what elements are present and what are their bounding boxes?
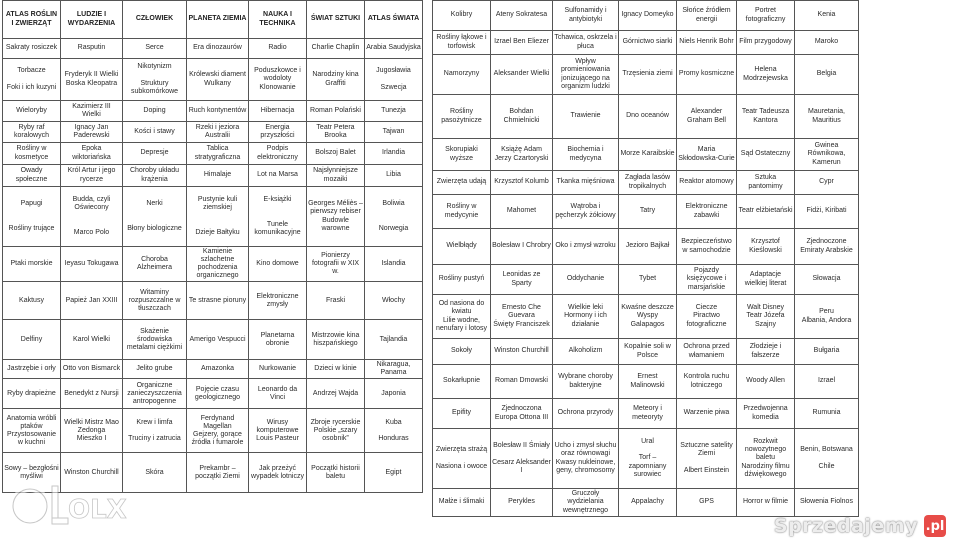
table-cell: Gruczoły wydzielania wewnętrznego <box>553 489 619 517</box>
table-cell: Jugosławia Szwecja <box>365 59 423 101</box>
table-cell: Bezpieczeństwo w samochodzie <box>677 229 737 265</box>
table-cell: Zwierzęta strażą Nasiona i owoce <box>433 429 491 489</box>
table-cell: Nikotynizm Struktury subkomórkowe <box>123 59 187 101</box>
table-cell: Ciecze Piractwo fotograficzne <box>677 295 737 339</box>
table-cell: Energia przyszłości <box>249 122 307 143</box>
table-cell: Zjednoczona Europa Ottona III <box>491 399 553 429</box>
table-row <box>3 453 423 493</box>
table-row <box>433 365 859 399</box>
table-cell: Zbroje rycerskie Polskie „szary osobnik” <box>307 409 365 453</box>
sprzedajemy-badge: .pl <box>924 515 946 537</box>
table-cell: Hibernacja <box>249 101 307 122</box>
table-row <box>3 165 423 187</box>
table-cell: Nurkowanie <box>249 360 307 379</box>
table-cell: Sokarłupnie <box>433 365 491 399</box>
table-cell: Otto von Bismarck <box>61 360 123 379</box>
table-cell: Kenia <box>795 1 859 31</box>
table-cell: Ochrona przed włamaniem <box>677 339 737 365</box>
table-cell: Sowy – bezgłośni myśliwi <box>3 453 61 493</box>
table-cell: Kwaśne deszcze Wyspy Galapagos <box>619 295 677 339</box>
table-cell: Król Artur i jego rycerze <box>61 165 123 187</box>
table-cell: Zagłada lasów tropikalnych <box>619 171 677 195</box>
table-cell: Portret fotograficzny <box>737 1 795 31</box>
table-cell: E-książki Tunele komunikacyjne <box>249 187 307 247</box>
table-cell: Papież Jan XXIII <box>61 282 123 320</box>
table-cell: Tatry <box>619 195 677 229</box>
sprzedajemy-watermark-text: Sprzedajemy <box>773 515 918 537</box>
table-cell: Karol Wielki <box>61 320 123 360</box>
table-cell: Przedwojenna komedia <box>737 399 795 429</box>
table-cell: Georges Méliès – pierwszy rebiser Budowle warowne <box>307 187 365 247</box>
table-cell: Ignacy Jan Paderewski <box>61 122 123 143</box>
table-cell: Elektroniczne zabawki <box>677 195 737 229</box>
table-cell: Krzysztof Kieślowski <box>737 229 795 265</box>
table-cell: Pojęcie czasu geologicznego <box>187 379 249 409</box>
table-cell: Trzęsienia ziemi <box>619 55 677 95</box>
table-row <box>3 247 423 282</box>
table-cell: Cypr <box>795 171 859 195</box>
table-cell: Alkoholizm <box>553 339 619 365</box>
table-cell: Irlandia <box>365 143 423 165</box>
table-cell: Doping <box>123 101 187 122</box>
table-cell: Arabia Saudyjska <box>365 39 423 59</box>
table-cell: Fryderyk II Wielki Boska Kleopatra <box>61 59 123 101</box>
table-cell: Fidżi, Kiribati <box>795 195 859 229</box>
table-cell: Tablica stratygraficzna <box>187 143 249 165</box>
table-cell: Bolesław I Chrobry <box>491 229 553 265</box>
table-cell: Anatomia wróbli ptaków Przystosowanie w kuchni <box>3 409 61 453</box>
table-cell: Lot na Marsa <box>249 165 307 187</box>
table-cell: Himalaje <box>187 165 249 187</box>
table-cell: Morze Karaibskie <box>619 139 677 171</box>
table-cell: Mahomet <box>491 195 553 229</box>
table-cell: Najsłynniejsze mozaiki <box>307 165 365 187</box>
table-row <box>433 295 859 339</box>
table-cell: Włochy <box>365 282 423 320</box>
table-cell: Amazonka <box>187 360 249 379</box>
table-cell: Te strasne pioruny <box>187 282 249 320</box>
table-cell: Promy kosmiczne <box>677 55 737 95</box>
table-cell: Kamienie szlachetne pochodzenia organicznego <box>187 247 249 282</box>
table-cell: Skorupiaki wyższe <box>433 139 491 171</box>
table-cell: Ochrona przyrody <box>553 399 619 429</box>
column-header: PLANETA ZIEMIA <box>187 1 249 39</box>
table-cell: Wybrane choroby bakteryjne <box>553 365 619 399</box>
table-cell: Budda, czyli Oświecony Marco Polo <box>61 187 123 247</box>
table-cell: Kazimierz III Wielki <box>61 101 123 122</box>
table-row <box>433 195 859 229</box>
table-row <box>433 139 859 171</box>
table-cell: Wieloryby <box>3 101 61 122</box>
table-cell: Oko i zmysł wzroku <box>553 229 619 265</box>
table-cell: Warzenie piwa <box>677 399 737 429</box>
table-cell: Depresje <box>123 143 187 165</box>
table-cell: Tkanka mięśniowa <box>553 171 619 195</box>
table-cell: Jelito grube <box>123 360 187 379</box>
table-cell: Tybet <box>619 265 677 295</box>
table-cell: Reaktor atomowy <box>677 171 737 195</box>
table-row <box>3 59 423 101</box>
table-row <box>3 282 423 320</box>
left-table-body <box>3 39 423 493</box>
table-cell: Izrael <box>795 365 859 399</box>
table-cell: Epifity <box>433 399 491 429</box>
table-cell: Ieyasu Tokugawa <box>61 247 123 282</box>
table-cell: Kino domowe <box>249 247 307 282</box>
table-cell: Krzysztof Kolumb <box>491 171 553 195</box>
table-cell: Sakraty rosiczek <box>3 39 61 59</box>
table-row <box>3 101 423 122</box>
table-cell: Trawienie <box>553 95 619 139</box>
table-cell: Teatr elżbietański <box>737 195 795 229</box>
table-cell: Ural Torf – zapomniany surowiec <box>619 429 677 489</box>
table-cell: Małże i ślimaki <box>433 489 491 517</box>
table-cell: Boliwia Norwegia <box>365 187 423 247</box>
table-cell: Pustynie kuli ziemskiej Dzieje Bałtyku <box>187 187 249 247</box>
left-header-row <box>3 1 423 39</box>
table-cell: Kontrola ruchu lotniczego <box>677 365 737 399</box>
right-table-body <box>433 1 859 517</box>
table-row <box>433 31 859 55</box>
table-row <box>3 187 423 247</box>
table-cell: Horror w filmie <box>737 489 795 517</box>
table-row <box>3 39 423 59</box>
table-cell: Królewski diament Wulkany <box>187 59 249 101</box>
table-cell: Narodziny kina Graffiti <box>307 59 365 101</box>
table-cell: Jastrzębie i orły <box>3 360 61 379</box>
table-cell: Delfiny <box>3 320 61 360</box>
table-cell: Aleksander Wielki <box>491 55 553 95</box>
table-cell: Benedykt z Nursji <box>61 379 123 409</box>
table-cell: Ryby raf koralowych <box>3 122 61 143</box>
table-cell: Choroby układu krążenia <box>123 165 187 187</box>
table-cell: Słowacja <box>795 265 859 295</box>
table-cell: Ruch kontynentów <box>187 101 249 122</box>
table-cell: Ucho i zmysł słuchu oraz równowagi Kwasy nukleinowe, geny, chromosomy <box>553 429 619 489</box>
table-cell: Rośliny pasożytnicze <box>433 95 491 139</box>
table-cell: Zjednoczone Emiraty Arabskie <box>795 229 859 265</box>
table-row <box>433 429 859 489</box>
table-cell: Rośliny w medycynie <box>433 195 491 229</box>
table-cell: Papugi Rośliny trujące <box>3 187 61 247</box>
table-row <box>433 229 859 265</box>
table-cell: Tajlandia <box>365 320 423 360</box>
table-cell: Bolesław II Śmiały Cesarz Aleksander I <box>491 429 553 489</box>
table-cell: Sztuka pantomimy <box>737 171 795 195</box>
table-cell: Pionierzy fotografii w XIX w. <box>307 247 365 282</box>
table-cell: Ateny Sokratesa <box>491 1 553 31</box>
column-header: CZŁOWIEK <box>123 1 187 39</box>
table-cell: Mistrzowie kina hiszpańskiego <box>307 320 365 360</box>
table-cell: Kaktusy <box>3 282 61 320</box>
table-cell: Ryby drapieżne <box>3 379 61 409</box>
table-cell: Perykles <box>491 489 553 517</box>
right-table <box>432 0 859 517</box>
table-cell: Rośliny w kosmetyce <box>3 143 61 165</box>
table-cell: Benin, Botswana Chile <box>795 429 859 489</box>
table-cell: Sąd Ostateczny <box>737 139 795 171</box>
table-cell: Sulfonamidy i antybiotyki <box>553 1 619 31</box>
table-cell: Alexander Graham Bell <box>677 95 737 139</box>
table-cell: Planetarna obronie <box>249 320 307 360</box>
table-cell: Biochemia i medycyna <box>553 139 619 171</box>
table-cell: Oddychanie <box>553 265 619 295</box>
column-header: ATLAS ROŚLIN I ZWIERZĄT <box>3 1 61 39</box>
table-row <box>433 55 859 95</box>
table-cell: Izrael Ben Eliezer <box>491 31 553 55</box>
table-cell: Wielki Mistrz Mao Zedonga Mieszko I <box>61 409 123 453</box>
table-row <box>433 399 859 429</box>
table-cell: Rośliny pustyń <box>433 265 491 295</box>
table-cell: Rumunia <box>795 399 859 429</box>
sprzedajemy-watermark <box>774 515 946 537</box>
table-cell: Wirusy komputerowe Louis Pasteur <box>249 409 307 453</box>
table-cell: Maria Skłodowska-Curie <box>677 139 737 171</box>
table-cell: Torbacze Foki i ich kuzyni <box>3 59 61 101</box>
table-cell: Rzeki i jeziora Australii <box>187 122 249 143</box>
table-cell: Ferdynand Magellan Gejzery, gorące źródła i fumarole <box>187 409 249 453</box>
table-cell: Walt Disney Teatr Józefa Szajny <box>737 295 795 339</box>
table-cell: Film przygodowy <box>737 31 795 55</box>
table-cell: Mauretania, Mauritius <box>795 95 859 139</box>
table-cell: Skażenie środowiska metalami ciężkimi <box>123 320 187 360</box>
table-cell: Appalachy <box>619 489 677 517</box>
table-cell: Organiczne zanieczyszczenia antropogenne <box>123 379 187 409</box>
table-cell: Rasputin <box>61 39 123 59</box>
table-cell: Rozkwit nowozytnego baletu Narodziny filmu dźwiękowego <box>737 429 795 489</box>
table-row <box>433 265 859 295</box>
table-cell: Pojazdy księżycowe i marsjańskie <box>677 265 737 295</box>
table-row <box>433 171 859 195</box>
table-cell: Podpis elektroniczny <box>249 143 307 165</box>
table-row <box>3 143 423 165</box>
table-row <box>433 489 859 517</box>
table-cell: Kolibry <box>433 1 491 31</box>
table-cell: Japonia <box>365 379 423 409</box>
table-cell: Poduszkowce i wodoloty Klonowanie <box>249 59 307 101</box>
table-cell: Jak przeżyć wypadek lotniczy <box>249 453 307 493</box>
table-cell: Krew i limfa Truciny i zatrucia <box>123 409 187 453</box>
table-cell: Roman Polański <box>307 101 365 122</box>
table-row <box>3 409 423 453</box>
table-cell: Rośliny łąkowe i torfowisk <box>433 31 491 55</box>
table-cell: Fraski <box>307 282 365 320</box>
left-table <box>2 0 423 493</box>
table-cell: Meteory i meteoryty <box>619 399 677 429</box>
table-cell: GPS <box>677 489 737 517</box>
table-row <box>3 320 423 360</box>
table-cell: Islandia <box>365 247 423 282</box>
table-row <box>3 122 423 143</box>
table-cell: Witaminy rozpuszczalne w tłuszczach <box>123 282 187 320</box>
table-cell: Wielbłądy <box>433 229 491 265</box>
table-cell: Wielkie leki Hormony i ich działanie <box>553 295 619 339</box>
table-cell: Tajwan <box>365 122 423 143</box>
table-cell: Radio <box>249 39 307 59</box>
table-cell: Bohdan Chmielnicki <box>491 95 553 139</box>
table-cell: Peru Albania, Andora <box>795 295 859 339</box>
table-cell: Elektroniczne zmysły <box>249 282 307 320</box>
table-row <box>3 379 423 409</box>
table-cell: Owady społeczne <box>3 165 61 187</box>
table-cell: Początki historii baletu <box>307 453 365 493</box>
table-cell: Teatr Tadeusza Kantora <box>737 95 795 139</box>
table-cell: Teatr Petera Brooka <box>307 122 365 143</box>
table-cell: Prekambr – początki Ziemi <box>187 453 249 493</box>
table-cell: Dno oceanów <box>619 95 677 139</box>
table-cell: Helena Modrzejewska <box>737 55 795 95</box>
table-cell: Bolszoj Balet <box>307 143 365 165</box>
table-row <box>433 339 859 365</box>
table-cell: Niels Henrik Bohr <box>677 31 737 55</box>
olx-watermark-text: OLX <box>68 495 127 525</box>
table-cell: Słowenia Fiolnos <box>795 489 859 517</box>
table-cell: Leonardo da Vinci <box>249 379 307 409</box>
table-cell: Wątroba i pęcherzyk żółciowy <box>553 195 619 229</box>
table-cell: Adaptacje wielkiej literat <box>737 265 795 295</box>
table-cell: Ignacy Domeyko <box>619 1 677 31</box>
table-cell: Maroko <box>795 31 859 55</box>
table-cell: Andrzej Wajda <box>307 379 365 409</box>
table-cell: Wpływ promieniowania jonizującego na organizm ludzki <box>553 55 619 95</box>
table-row <box>433 95 859 139</box>
table-cell: Woody Allen <box>737 365 795 399</box>
table-cell: Kości i stawy <box>123 122 187 143</box>
table-cell: Złodzieje i fałszerze <box>737 339 795 365</box>
column-header: ATLAS ŚWIATA <box>365 1 423 39</box>
table-cell: Choroba Alzheimera <box>123 247 187 282</box>
table-cell: Roman Dmowski <box>491 365 553 399</box>
table-cell: Tunezja <box>365 101 423 122</box>
table-cell: Jezioro Bajkał <box>619 229 677 265</box>
table-cell: Winston Churchill <box>61 453 123 493</box>
table-cell: Winston Churchill <box>491 339 553 365</box>
table-cell: Skóra <box>123 453 187 493</box>
table-cell: Epoka wiktoriańska <box>61 143 123 165</box>
table-cell: Era dinozaurów <box>187 39 249 59</box>
table-cell: Górnictwo siarki <box>619 31 677 55</box>
table-cell: Serce <box>123 39 187 59</box>
table-cell: Sztuczne satelity Ziemi Albert Einstein <box>677 429 737 489</box>
table-cell: Słońce źródłem energii <box>677 1 737 31</box>
table-cell: Książę Adam Jerzy Czartoryski <box>491 139 553 171</box>
table-cell: Egipt <box>365 453 423 493</box>
column-header: LUDZIE I WYDARZENIA <box>61 1 123 39</box>
table-cell: Amerigo Vespucci <box>187 320 249 360</box>
table-cell: Charlie Chaplin <box>307 39 365 59</box>
table-cell: Kopalnie soli w Polsce <box>619 339 677 365</box>
table-row <box>3 360 423 379</box>
table-row <box>433 1 859 31</box>
column-header: ŚWIAT SZTUKI <box>307 1 365 39</box>
table-cell: Tchawica, oskrzela i płuca <box>553 31 619 55</box>
table-cell: Leonidas ze Sparty <box>491 265 553 295</box>
table-cell: Zwierzęta udają <box>433 171 491 195</box>
table-cell: Nerki Błony biologiczne <box>123 187 187 247</box>
table-cell: Namorzyny <box>433 55 491 95</box>
table-cell: Bułgaria <box>795 339 859 365</box>
table-cell: Nikaragua, Panama <box>365 360 423 379</box>
table-cell: Libia <box>365 165 423 187</box>
table-cell: Belgia <box>795 55 859 95</box>
table-cell: Gwinea Równikowa, Kamerun <box>795 139 859 171</box>
table-cell: Ernest Malinowski <box>619 365 677 399</box>
column-header: NAUKA I TECHNIKA <box>249 1 307 39</box>
table-cell: Dzieci w kinie <box>307 360 365 379</box>
table-cell: Ptaki morskie <box>3 247 61 282</box>
table-cell: Ernesto Che Guevara Święty Franciszek <box>491 295 553 339</box>
table-cell: Od nasiona do kwiatu Lilie wodne, nenufary i lotosy <box>433 295 491 339</box>
table-cell: Sokoły <box>433 339 491 365</box>
table-cell: Kuba Honduras <box>365 409 423 453</box>
